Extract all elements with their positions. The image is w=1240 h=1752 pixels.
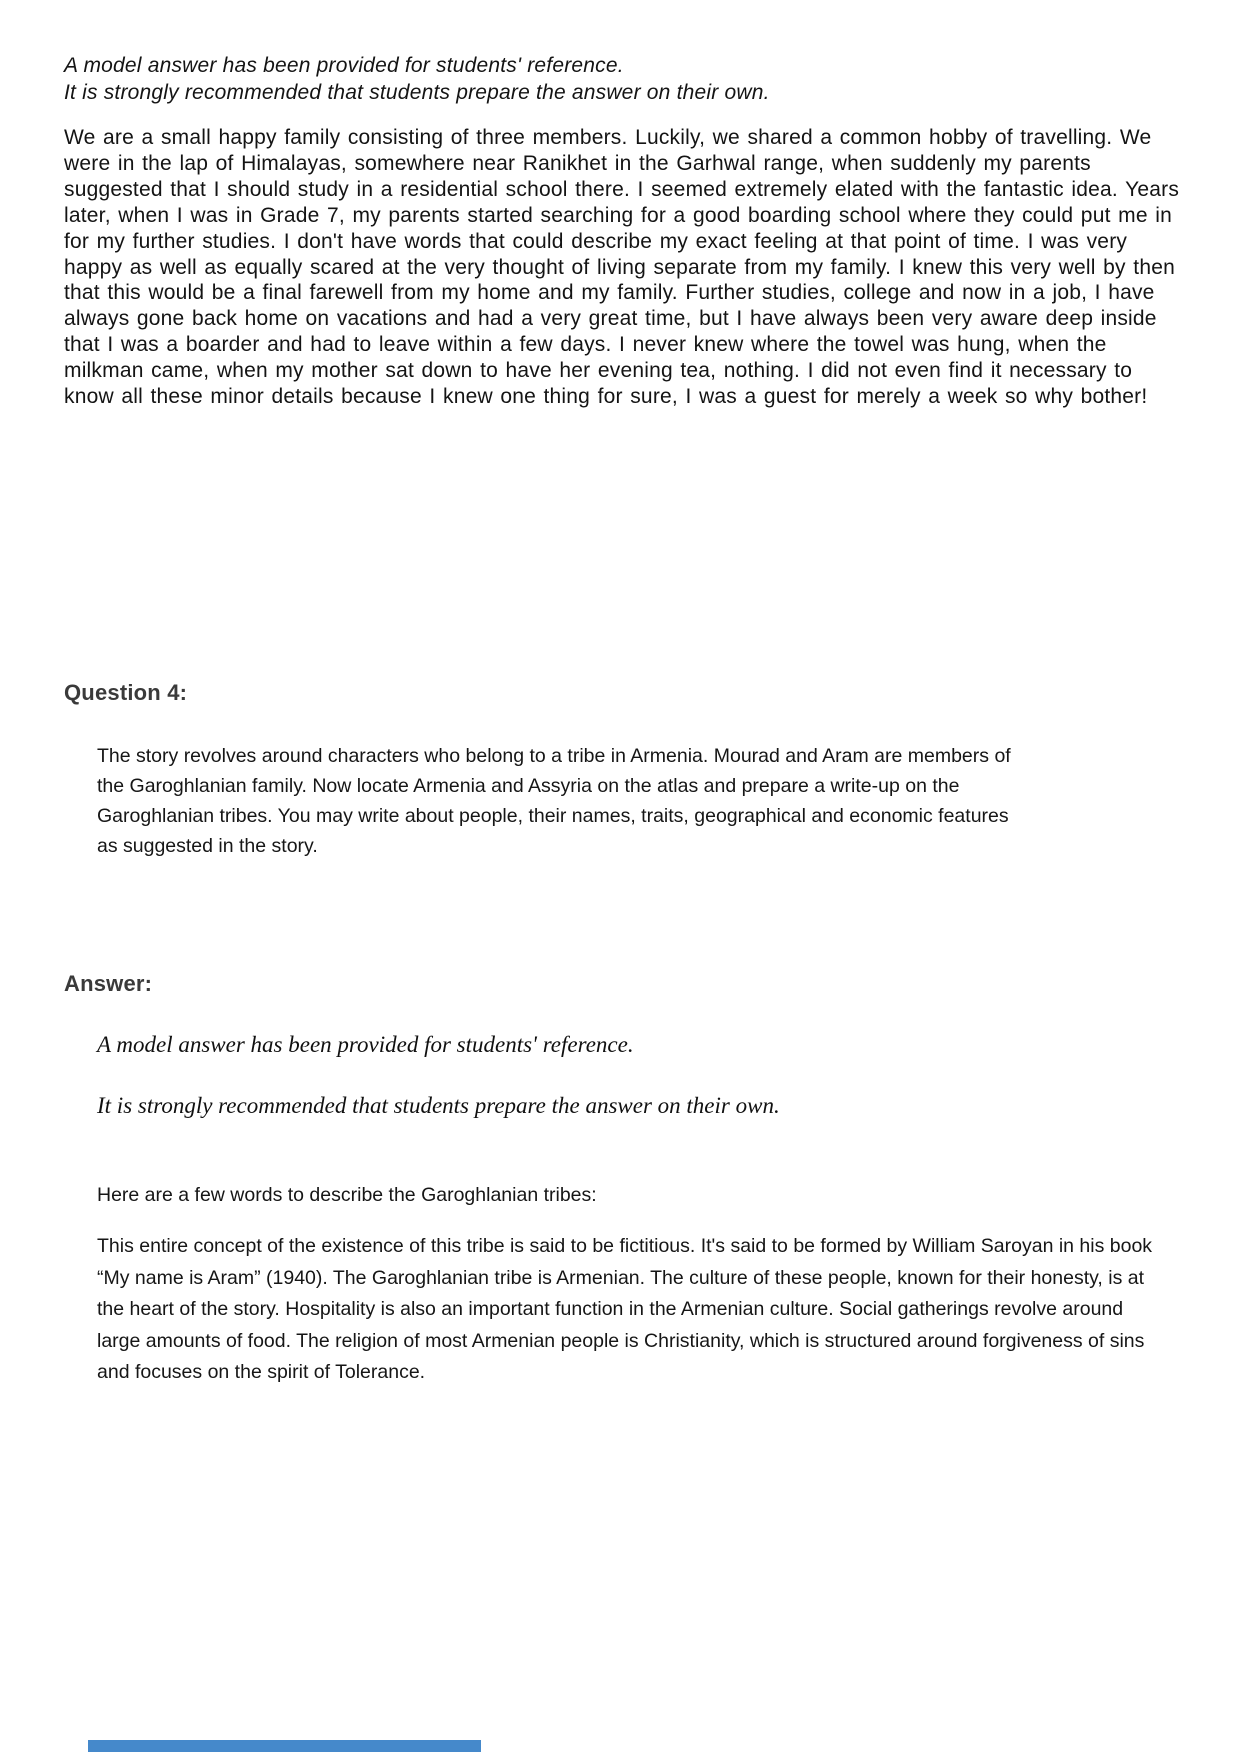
answer-intro-line: Here are a few words to describe the Garoghlanian tribes:: [97, 1184, 597, 1206]
story-intro-paragraph: We are a small happy family consisting of three members. Luckily, we shared a common hobby of travelling. We were in the lap of Himalayas, somewhere near Ranikhet in the Garhwal range, when suddenly my parents suggested that I should study in a residential school there. I seemed extremely elated with the fantastic idea. Years later, when I was in Grade 7, my parents started searching for a good boarding school where they could put me in for my further studies. I don't have words that could describe my exact feeling at that point of time. I was very happy as well as equally scared at the very thought of living separate from my family. I knew this very well by then that this would be a final farewell from my home and my family. Further studies, college and now in a job, I have always gone back home on vacations and had a very great time, but I have always been very aware deep inside that I was a boarder and had to leave within a few days. I never knew where the towel was hung, when the milkman came, when my mother sat down to have her evening tea, nothing. I did not even find it necessary to know all these minor details because I knew one thing for sure, I was a guest for merely a week so why bother!: [64, 126, 1180, 409]
notice-top-line-1: A model answer has been provided for students' reference.: [64, 54, 624, 77]
question-4-body: The story revolves around characters who belong to a tribe in Armenia. Mourad and Aram are members of the Garoghlanian family. Now locate Armenia and Assyria on the atlas and prepare a write-up on the Garoghlanian tribes. You may write about people, their names, traits, geographical and economic features as suggested in the story.: [97, 745, 1011, 857]
model-answer-notice-top: [64, 52, 1184, 106]
answer-notice-line-1: A model answer has been provided for students' reference.: [97, 1032, 634, 1057]
question-4-heading: Question 4:: [64, 680, 188, 705]
answer-heading: Answer:: [64, 971, 153, 996]
answer-body-paragraph: This entire concept of the existence of this tribe is said to be fictitious. It's said to be formed by William Saroyan in his book “My name is Aram” (1940). The Garoghlanian tribe is Armenian. The culture of these people, known for their honesty, is at the heart of the story. Hospitality is also an important function in the Armenian culture. Social gatherings revolve around large amounts of food. The religion of most Armenian people is Christianity, which is structured around forgiveness of sins and focuses on the spirit of Tolerance.: [97, 1235, 1153, 1383]
notice-top-line-2: It is strongly recommended that students prepare the answer on their own.: [64, 81, 770, 104]
next-page-blue-bar: [88, 1740, 481, 1752]
answer-notice-line-2: It is strongly recommended that students prepare the answer on their own.: [97, 1093, 780, 1118]
